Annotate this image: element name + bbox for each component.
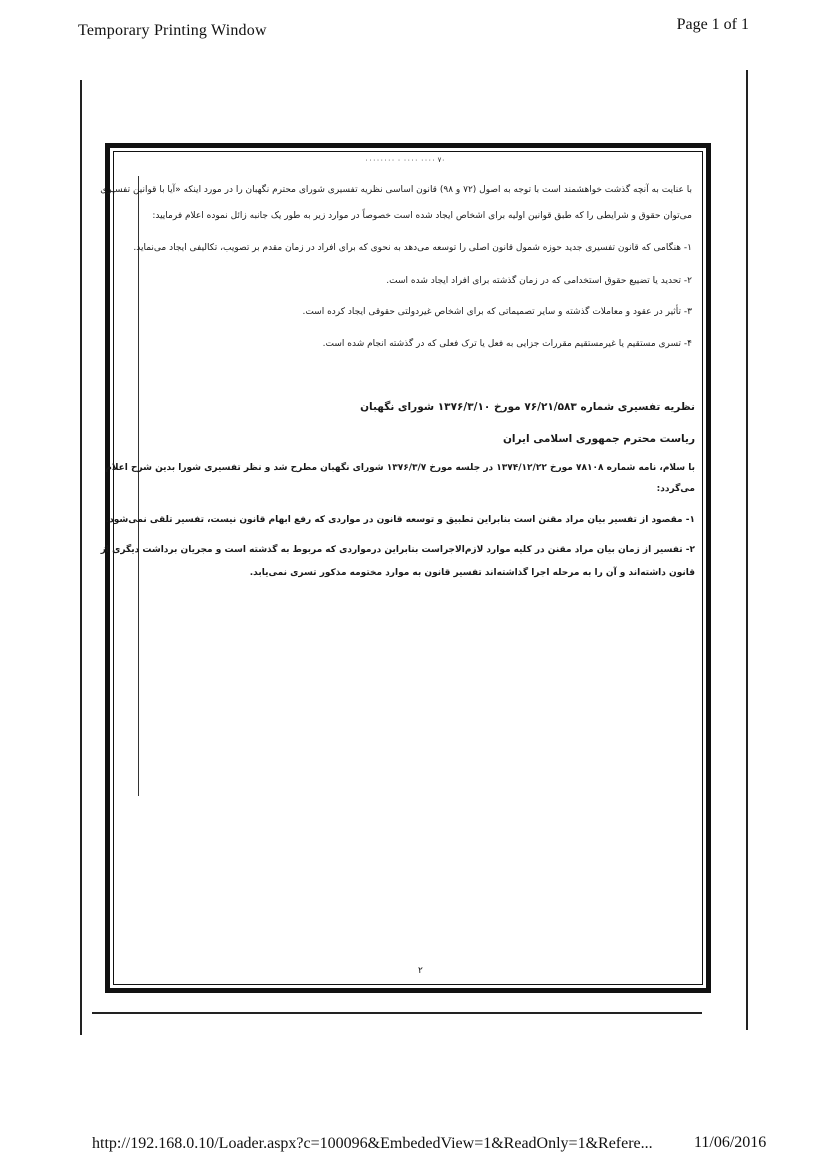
opinion-item-2-line-1: ۲- تفسیر از زمان بیان مراد مقنن در کلیه موارد لازم‌الاجراست بنابراین درمواردی که مربوط به گذشته است و مجریان برداشت دیگری از <box>100 545 695 555</box>
document-page-number: ۲ <box>418 966 423 976</box>
document-top-mark: ۷۰ ۰۰۰۰ ۰۰۰۰ ۰ ۰۰۰۰۰۰۰۰ <box>364 156 446 164</box>
question-item-1: ۱- هنگامی که قانون تفسیری جدید حوزه شمول قانون اصلی را توسعه می‌دهد به نحوی که برای افراد در زمان مقدم بر تصویب، تکالیفی ایجاد می‌نماید. <box>133 243 692 253</box>
intro-line-1: با عنایت به آنچه گذشت خواهشمند است با توجه به اصول (۷۲ و ۹۸) قانون اساسی نظریه تفسیری شورای محترم نگهبان را در مورد اینکه «آیا با قوانین تفسیری <box>100 185 692 195</box>
opinion-item-2-line-2: قانون داشته‌اند و آن را به مرحله اجرا گذاشته‌اند تفسیر قانون به موارد مختومه مذکور تسری نمی‌یابد. <box>249 568 695 578</box>
footer-url: http://192.168.0.10/Loader.aspx?c=100096&EmbededView=1&ReadOnly=1&Refere... <box>92 1135 653 1152</box>
question-item-3: ۳- تأثیر در عقود و معاملات گذشته و سایر تصمیماتی که برای اشخاص غیردولتی حقوقی ایجاد کرده است. <box>302 307 692 317</box>
opinion-line-1: با سلام، نامه شماره ۷۸۱۰۸ مورخ ۱۳۷۴/۱۲/۲۲ در جلسه مورخ ۱۳۷۶/۳/۷ شورای نگهبان مطرح شد و نظر تفسیری شورا بدین شرح اعلام <box>105 463 695 473</box>
question-item-2: ۲- تحدید یا تضییع حقوق استخدامی که در زمان گذشته برای افراد ایجاد شده است. <box>386 276 692 286</box>
opinion-line-2: می‌گردد: <box>656 484 695 494</box>
addressee: ریاست محترم جمهوری اسلامی ایران <box>502 433 695 445</box>
scan-edge-right <box>746 70 748 1030</box>
scan-edge-bottom <box>92 1012 702 1014</box>
print-header-title: Temporary Printing Window <box>78 22 267 39</box>
intro-line-2: می‌توان حقوق و شرایطی را که طبق قوانین اولیه برای اشخاص ایجاد شده است خصوصاً در موارد زیر به طور یک جانبه زائل نموده اعلام فرمایید: <box>152 211 692 221</box>
footer-date: 11/06/2016 <box>694 1134 767 1151</box>
opinion-title: نظریه تفسیری شماره ۷۶/۲۱/۵۸۳ مورخ ۱۳۷۶/۳/۱۰ شورای نگهبان <box>360 401 695 413</box>
page-indicator: Page 1 of 1 <box>676 16 749 33</box>
scan-edge-left <box>80 80 82 1035</box>
opinion-item-1: ۱- مقصود از تفسیر بیان مراد مقنن است بنابراین تطبیق و توسعه قانون در مواردی که رفع ابهام قانون نیست، تفسیر تلقی نمی‌شود. <box>105 515 695 525</box>
question-item-4: ۴- تسری مستقیم یا غیرمستقیم مقررات جزایی به فعل یا ترک فعلی که در گذشته انجام شده است. <box>322 339 692 349</box>
